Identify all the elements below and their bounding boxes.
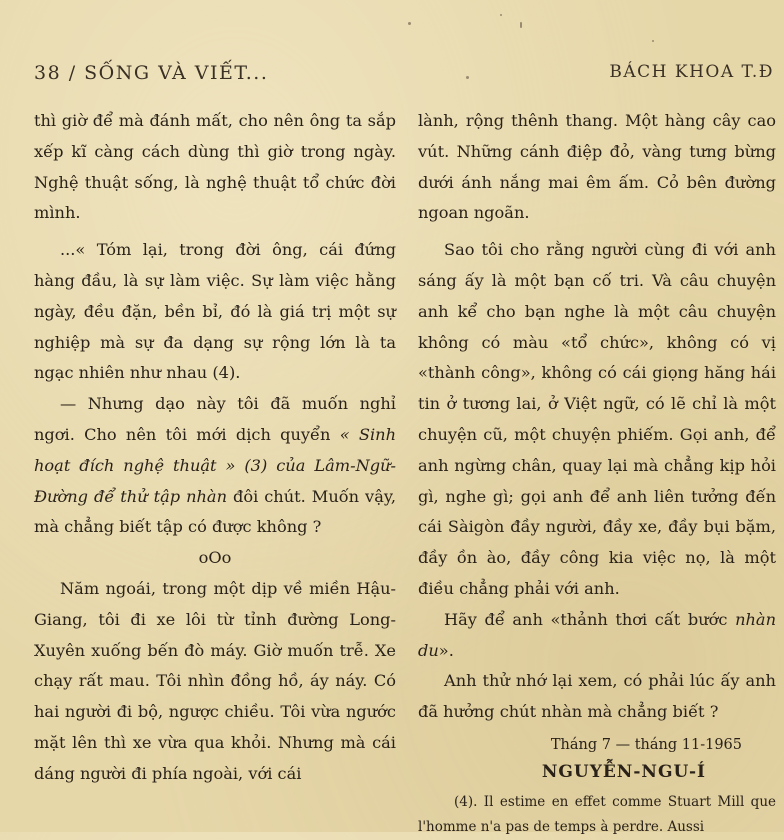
- paragraph: Năm ngoái, trong một dịp về miền Hậu-Giang, tôi đi xe lôi từ tỉnh đường Long-Xuyên xuống bến đò máy. Giờ muốn trễ. Xe chạy rất mau. Tôi nhìn đồng hồ, áy náy. Có hai người đi bộ, ngược chiều. Tôi vừa ngước mặt lên thì xe vừa qua khỏi. Nhưng mà cái dáng người đi phía ngoài, với cái: [34, 578, 396, 783]
- paragraph-text: — Nhưng dạo này tôi đã muốn nghỉ ngơi. Cho nên tôi mới dịch quyển: [34, 394, 396, 444]
- signature-date: Tháng 7 — tháng 11-1965: [550, 736, 742, 753]
- paragraph: thì giờ để mà đánh mất, cho nên ông ta sắp xếp kĩ càng cách dùng thì giờ trong ngày. Nghệ thuật sống, là nghệ thuật tổ chức đời mình.: [34, 111, 396, 223]
- page-header: [0, 56, 784, 86]
- emphasis-word: nhàn du: [418, 609, 776, 660]
- paragraph: Anh thử nhớ lại xem, có phải lúc ấy anh đã hưởng chút nhàn mà chẳng biết ?: [418, 671, 776, 722]
- author-signature: NGUYỄN-NGU-Í: [541, 761, 706, 782]
- paragraph: ...« Tóm lại, trong đời ông, cái đứng hàng đầu, là sự làm việc. Sự làm việc hằng ngày, đều đặn, bền bỉ, đó là giá trị một sự nghiệp mà sự đa dạng sự rộng lớn là ta ngạc nhiên như nhau (4).: [34, 240, 396, 383]
- book-title: « Sinh hoạt đích nghệ thuật » (3) của Lâm-Ngữ-Đường để thử tập: [34, 424, 396, 506]
- paragraph: [34, 389, 396, 543]
- right-column: [418, 106, 776, 840]
- paragraph: Sao tôi cho rằng người cùng đi với anh sáng ấy là một bạn cố tri. Và câu chuyện anh kể cho bạn nghe là một câu chuyện không có màu «tổ chức», không có vị «thành công», không có cái giọng hăng hái tin ở tương lai, ở Việt ngữ, có lẽ chỉ là một chuyện cũ, một chuyện phiếm. Gọi anh, để anh ngừng chân, quay lại mà chẳng kịp hỏi gì, nghe gì; gọi anh để anh liên tưởng đến cái Sàigòn đầy người, đầy xe, đầy bụi bặm, đầy ồn ào, đầy công kia việc nọ, là một điều chẳng phải với anh.: [418, 240, 776, 598]
- emphasis-word: nhàn: [186, 486, 228, 506]
- running-head-left: 38 / SỐNG VÀ VIẾT...: [34, 62, 269, 84]
- paragraph-text: ».: [438, 640, 454, 660]
- footnote-text: (4). Il estime en effet comme Stuart Mill que l'homme n'a pas de temps à perdre. Aussi: [418, 793, 776, 835]
- footnote: [418, 790, 776, 840]
- paragraph: lành, rộng thênh thang. Một hàng cây cao vút. Những cánh điệp đỏ, vàng tưng bừng dưới ánh nắng mai êm ấm. Cỏ bên đường ngoan ngoãn.: [418, 111, 776, 223]
- paragraph-text: đôi chút. Muốn vậy, mà chẳng biết tập có được không ?: [34, 486, 396, 537]
- left-column: [34, 106, 396, 790]
- paragraph-text: Hãy để anh «thảnh thơi cất bước: [444, 609, 728, 629]
- paragraph: [418, 605, 776, 667]
- section-divider: oOo: [198, 548, 232, 568]
- running-head-right: BÁCH KHOA T.Đ: [609, 62, 774, 82]
